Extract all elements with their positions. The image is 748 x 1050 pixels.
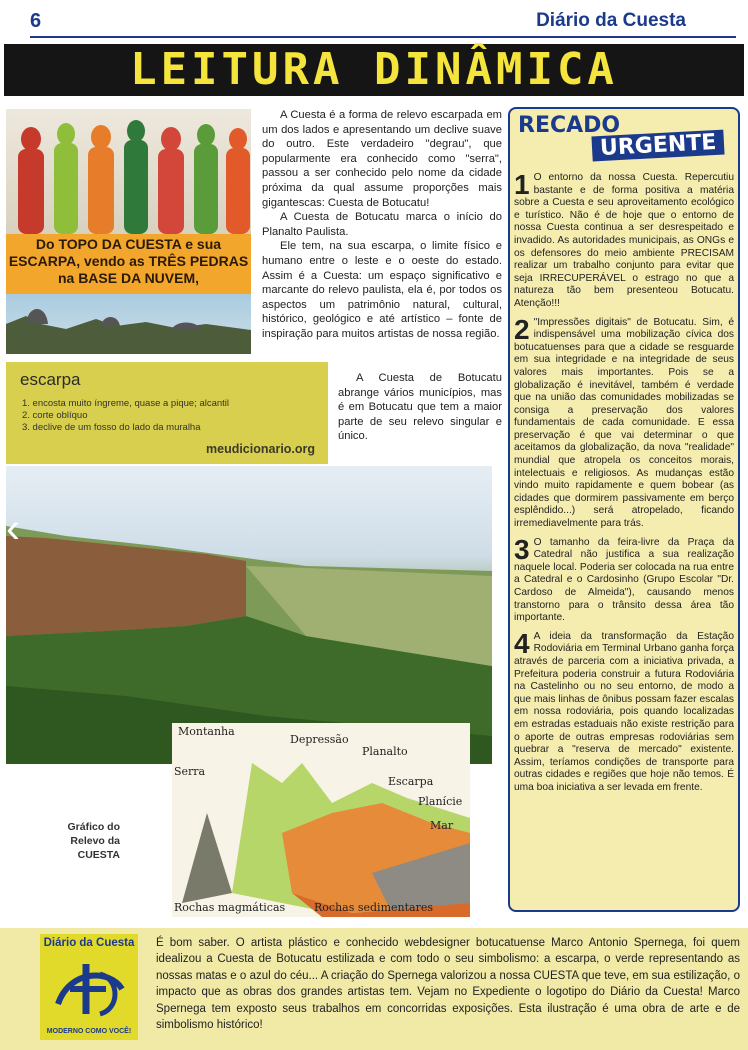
recado-item <box>514 313 734 531</box>
people-silhouettes-image <box>6 109 251 234</box>
urgente-title: URGENTE <box>591 130 724 162</box>
diagram-label: Mar <box>430 819 454 832</box>
recado-item <box>514 533 734 625</box>
item-text: A ideia da transformação da Estação Rodoviária em Terminal Urbano ganha força através de parceria com a iniciativa privada, a Prefeitura poderia construir a futura Rodoviária na Castelinho ou no seu entorno, de modo a que mais linhas de ônibus possam fazer escalas em nossa rodoviária, pois quando localizadas em estradas estaduais não existe restrição para o aporte de outras empresas rodoviárias sem quebrar a "reserva de mercado" existente. Assim, teríamos condições de transporte para outras cidades e regiões que hoje não temos. É uma boa iniciativa a ser levada em frente. <box>514 630 734 793</box>
item-number: 1 <box>514 169 530 200</box>
dictionary-definitions <box>22 398 229 434</box>
article-column-2 <box>338 371 502 444</box>
page-title: LEITURA DINÂMICA <box>130 44 618 95</box>
definition-item: 3. declive de um fosso do lado da muralha <box>22 422 201 433</box>
item-number: 3 <box>514 533 530 565</box>
footer-text: É bom saber. O artista plástico e conhecido webdesigner botucatuense Marco Antonio Spernega, foi quem idealizou a Cuesta de Botucatu estilizada e com todo o seu simbolismo: a escarpa, o verde representando as nossas matas e o azul do céu... A criação do Spernega valorizou a nossa CUESTA que teve, em sua estilização, o impacto que as obras dos grandes artistas tem. Vejam no Expediente o logotipo do Diário da Cuesta! Marco Spernega tem exposto seus trabalhos em concorridas exposições. Esta ilustração é uma obra de arte e de simbolismo histórico! <box>156 937 740 1032</box>
diagram-caption: Gráfico do Relevo da CUESTA <box>67 821 120 861</box>
diagram-label: Rochas sedimentares <box>314 901 433 914</box>
definition-item: 1. encosta muito íngreme, quase a pique; alcantil <box>22 398 230 409</box>
diagram-label: Planalto <box>362 745 408 758</box>
page-number: 6 <box>30 10 42 32</box>
diagram-label: Serra <box>174 765 206 778</box>
diagram-label: Rochas magmáticas <box>174 901 286 914</box>
header-divider <box>30 36 736 38</box>
chevron-left-icon[interactable]: ‹ <box>6 504 20 551</box>
dictionary-site: meudicionario.org <box>206 442 316 456</box>
item-text: "Impressões digitais" de Botucatu. Sim, é indispensável uma mobilização cívica dos botucatuenses para que a cidade se resguarde em sua integridade e na integridade de seus valores mais importantes. Pois se a globalização é inevitável, também é verdade que na união das comunidades mobilizadas se consiga a preservação dos valores fundamentais de cada comunidade. E essa preservação é que vai determinar o que aceitamos da globalização, da nova "realidade" mundial que atropela os conceitos morais, intelectuais e religiosos. As mudanças estão vindo muito rapidamente e quem bobear (as cidades que dormirem passivamente em berço esplêndido...) será atropelado, ficando irremediavelmente para trás. <box>514 316 734 530</box>
item-text: O tamanho da feira-livre da Praça da Catedral não justifica a sua realização naquele local. Poderia ser colocada na rua entre a Catedral e o Cardosinho (Grupo Escolar "Dr. Cardoso de Almeida"), causando menos transtorno para o trânsito dessa área tão importante. <box>514 536 734 624</box>
logo-name: Diário da Cuesta <box>43 937 135 949</box>
diagram-label: Escarpa <box>388 775 434 788</box>
photo-caption: Do TOPO DA CUESTA e sua ESCARPA, vendo as TRÊS PEDRAS na BASE DA NUVEM, <box>8 236 249 286</box>
recado-title: RECADO <box>518 113 621 138</box>
diagram-label: Planície <box>418 795 463 808</box>
recado-item <box>514 627 734 795</box>
article-paragraph: A Cuesta é a forma de relevo escarpada em um dos lados e apresentando um declive suave do outro. Este verdadeiro "degrau", que popularmente era conhecido como "serra", passou a ser conhecido pelo nome da cidade próxima da qual assume proporções mais gigantescas: Cuesta de Botucatu! <box>262 109 502 209</box>
three-stones-photo <box>6 294 251 354</box>
definition-item: 2. corte oblíquo <box>22 410 88 421</box>
dictionary-word: escarpa <box>20 370 81 389</box>
logo-slogan: MODERNO COMO VOCÊ! <box>46 1028 132 1035</box>
newspaper-brand: Diário da Cuesta <box>536 10 686 31</box>
item-number: 2 <box>514 313 530 345</box>
diario-logo <box>40 934 138 1040</box>
diagram-label: Depressão <box>290 733 349 746</box>
diagram-label: Montanha <box>178 725 235 738</box>
recado-items <box>514 169 734 801</box>
relief-diagram <box>172 723 470 917</box>
recado-item <box>514 169 734 311</box>
cuesta-photo-collage <box>6 109 251 354</box>
item-number: 4 <box>514 627 530 659</box>
article-paragraph: Ele tem, na sua escarpa, o limite físico e humano entre o leste e o oeste do estado. Assim é a Cuesta: um espaço significativo e marcante do relevo paulista, ela é, por todos os aspectos um patrimônio natural, cultural, histórico, geológico e até artístico – fonte de inspiração para muitos artistas de nossa região. <box>262 240 502 340</box>
item-text: O entorno da nossa Cuesta. Repercutiu bastante e de forma positiva a matéria sobre a Cuesta e seu aproveitamento ecológico e turístico. Não é de hoje que o entorno de nossa Cuesta continua a ser desrespeitado e invadido. As autoridades municipais, as ONGs e os defensores do meio ambiente PRECISAM realizar um trabalho conjunto para evitar que seja IRRECUPERÁVEL o estrago no que a natureza tão bem presenteou Botucatu. Atenção!!! <box>514 172 734 309</box>
article-paragraph: A Cuesta de Botucatu marca o início do Planalto Paulista. <box>262 211 502 238</box>
article-column <box>262 108 502 342</box>
article-paragraph: A Cuesta de Botucatu abrange vários municípios, mas é em Botucatu que tem a maior parte de seu relevo singular e único. <box>338 372 502 443</box>
cuesta-landscape-photo <box>6 466 492 764</box>
